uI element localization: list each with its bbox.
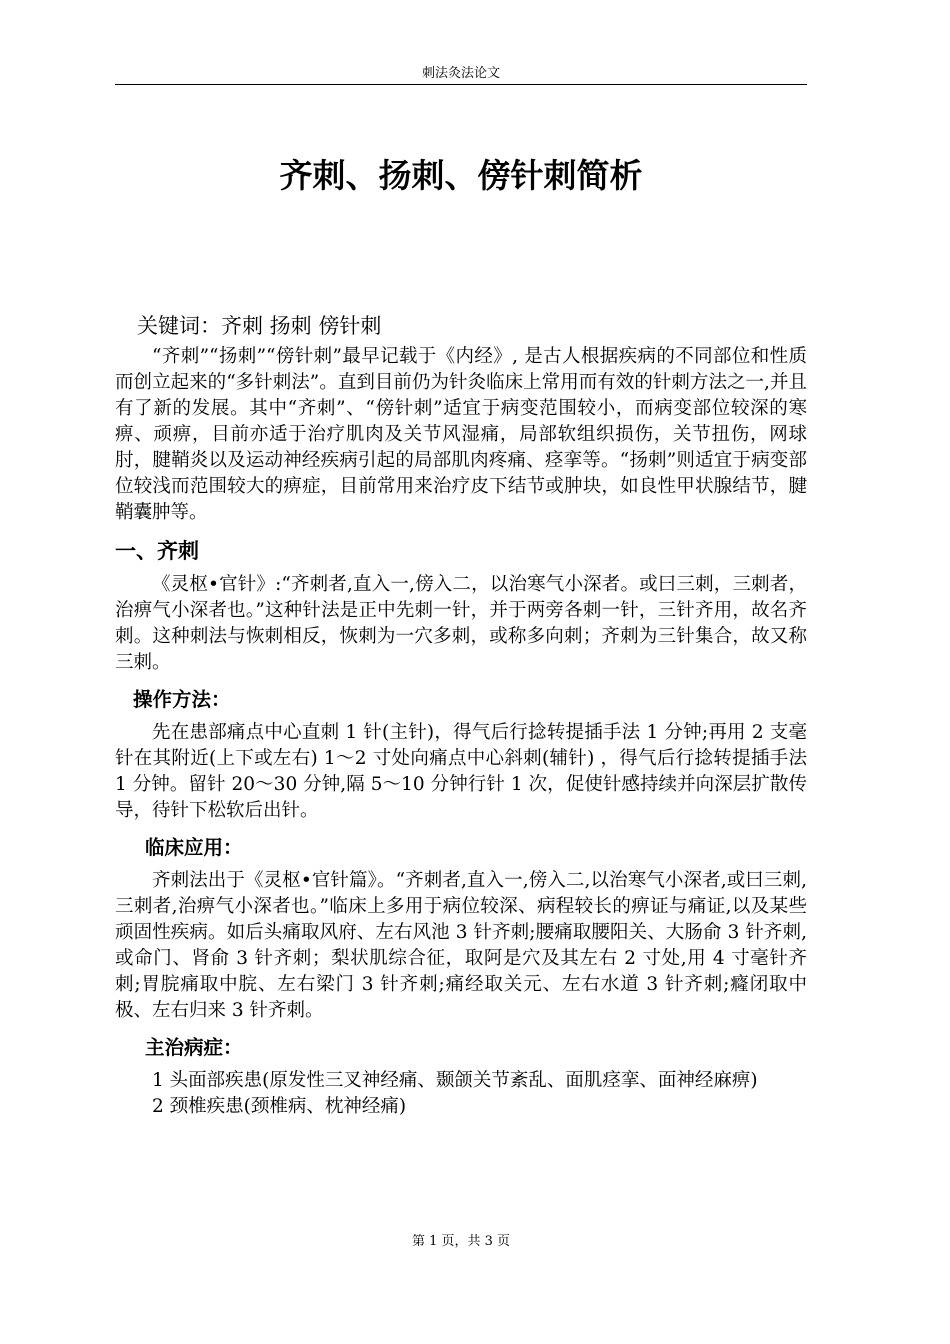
subheading-operation: 操作方法：	[133, 688, 231, 711]
page-header	[115, 66, 807, 85]
keywords-line: 关键词：齐刺 扬刺 傍针刺	[137, 314, 382, 338]
subheading-indications: 主治病症：	[145, 1036, 243, 1059]
indication-item-2: 2 颈椎疾患(颈椎病、枕神经痛)	[152, 1096, 407, 1117]
document-title: 齐刺、扬刺、傍针刺简析	[279, 156, 643, 195]
operation-paragraph: 先在患部痛点中心直刺 1 针(主针)，得气后行捻转提插手法 1 分钟;再用 2 支毫针在其附近(上下或左右) 1～2 寸处向痛点中心斜刺(辅针) ，得气后行捻转提插手法 1 分钟。留针 20～30 分钟,隔 5～10 分钟行针 1 次，促使针感持续并向深层扩散传导，待针下松软后出针。	[115, 722, 807, 821]
document-body	[115, 308, 807, 1120]
intro-paragraph: “齐刺”“扬刺”“傍针刺”最早记载于《内经》, 是古人根据疾病的不同部位和性质而创立起来的“多针刺法”。直到目前仍为针灸临床上常用而有效的针刺方法之一,并且有了新的发展。其中“齐刺”、“傍针刺”适宜于病变范围较小，而病变部位较深的寒痹、顽痹，目前亦适于治疗肌肉及关节风湿痛，局部软组织损伤，关节扭伤，网球肘，腱鞘炎以及运动神经疾病引起的局部肌肉疼痛、痉挛等。“扬刺”则适宜于病变部位较浅而范围较大的痹症，目前常用来治疗皮下结节或肿块，如良性甲状腺结节，腱鞘囊肿等。	[115, 346, 807, 523]
clinical-paragraph: 齐刺法出于《灵枢•官针篇》。“齐刺者,直入一,傍入二,以治寒气小深者,或曰三刺,三刺者,治痹气小深者也。”临床上多用于病位较深、病程较长的痹证与痛证,以及某些顽固性疾病。如后头痛取风府、左右风池 3 针齐刺;腰痛取腰阳关、大肠俞 3 针齐刺,或命门、肾俞 3 针齐刺；梨状肌综合征，取阿是穴及其左右 2 寸处,用 4 寸毫针齐刺;胃脘痛取中脘、左右梁门 3 针齐刺;痛经取关元、左右水道 3 针齐刺;癃闭取中极、左右归来 3 针齐刺。	[115, 870, 807, 1021]
page-number: 第 1 页，共 3 页	[411, 1234, 511, 1249]
subheading-clinical: 临床应用：	[145, 836, 243, 859]
header-text: 刺法灸法论文	[421, 66, 500, 81]
section-heading-qici: 一、齐刺	[115, 539, 199, 563]
indication-item-1: 1 头面部疾患(原发性三叉神经痛、颞颌关节紊乱、面肌痉挛、面神经麻痹)	[152, 1070, 758, 1091]
section-qici-paragraph: 《灵枢•官针》:“齐刺者,直入一,傍入二，以治寒气小深者。或曰三刺，三刺者，治痹气小深者也。”这种针法是正中先刺一针，并于两旁各刺一针，三针齐用，故名齐刺。这种刺法与恢刺相反，恢刺为一穴多刺，或称多向刺；齐刺为三针集合，故又称三刺。	[115, 574, 807, 673]
page-footer	[115, 1234, 807, 1250]
